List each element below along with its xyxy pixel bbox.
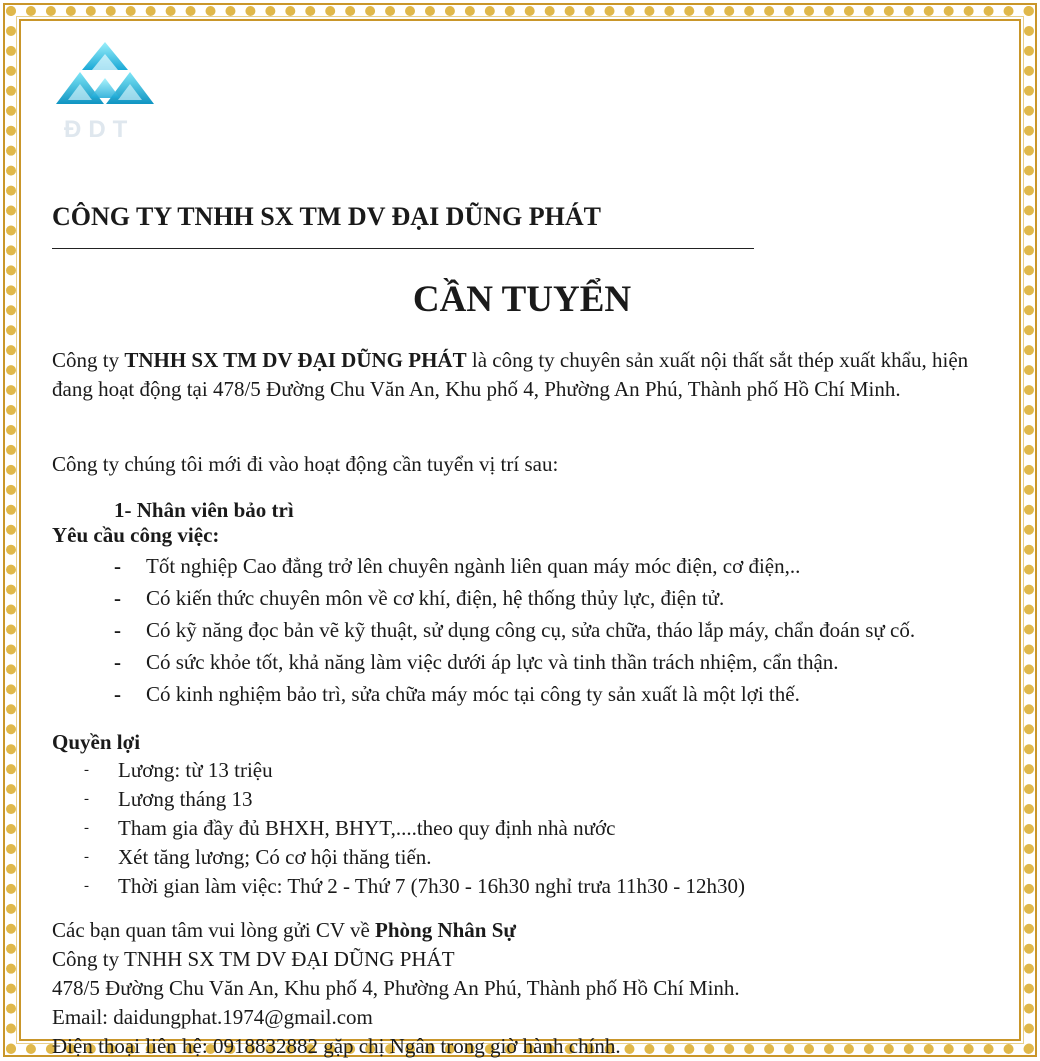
company-title: CÔNG TY TNHH SX TM DV ĐẠI DŨNG PHÁT	[52, 202, 601, 231]
contact-cta: Các bạn quan tâm vui lòng gửi CV về Phòng Nhân Sự	[52, 918, 517, 942]
requirements-list	[114, 552, 994, 709]
contact-address: 478/5 Đường Chu Văn An, Khu phố 4, Phường An Phú, Thành phố Hồ Chí Minh.	[52, 976, 740, 1000]
dash-bullet-icon: -	[114, 650, 121, 674]
dash-bullet-icon: -	[114, 682, 121, 706]
dash-bullet-icon: -	[84, 820, 89, 836]
intro-suffix: là công ty chuyên sản xuất nội thất sắt thép xuất khẩu, hiện đang hoạt động tại 478/5 Đường Chu Văn An, Khu phố 4, Phường An Phú, Thành phố Hồ Chí Minh.	[52, 348, 969, 401]
hr-department: Phòng Nhân Sự	[375, 918, 517, 942]
contact-block	[52, 916, 992, 1061]
benefits-heading: Quyền lợi	[52, 730, 141, 754]
title-underline	[52, 248, 754, 249]
position-title: 1- Nhân viên bảo trì	[114, 498, 294, 522]
dash-bullet-icon: -	[84, 878, 89, 894]
company-logo	[50, 36, 160, 148]
benefit-item: - Thời gian làm việc: Thứ 2 - Thứ 7 (7h30 - 16h30 nghỉ trưa 11h30 - 12h30)	[84, 872, 984, 901]
dash-bullet-icon: -	[84, 849, 89, 865]
requirement-item: - Có kiến thức chuyên môn về cơ khí, điện, hệ thống thủy lực, điện tử.	[114, 584, 994, 613]
contact-email[interactable]: Email: daidungphat.1974@gmail.com	[52, 1005, 373, 1029]
requirement-item: - Có kỹ năng đọc bản vẽ kỹ thuật, sử dụng công cụ, sửa chữa, tháo lắp máy, chẩn đoán sự cố.	[114, 616, 994, 645]
logo-text: ĐDT	[64, 116, 135, 143]
benefit-item: - Lương: từ 13 triệu	[84, 756, 984, 785]
contact-company: Công ty TNHH SX TM DV ĐẠI DŨNG PHÁT	[52, 947, 455, 971]
benefits-list	[84, 756, 984, 901]
intro-prefix: Công ty	[52, 348, 125, 372]
dash-bullet-icon: -	[84, 791, 89, 807]
dash-bullet-icon: -	[114, 618, 121, 642]
benefit-item: - Xét tăng lương; Có cơ hội thăng tiến.	[84, 843, 984, 872]
contact-phone[interactable]: Điện thoại liên hệ: 0918832882 gặp chị Ngân trong giờ hành chính.	[52, 1034, 621, 1058]
lead-sentence: Công ty chúng tôi mới đi vào hoạt động cần tuyển vị trí sau:	[52, 452, 559, 476]
page-headline: CẦN TUYỂN	[412, 279, 632, 320]
dash-bullet-icon: -	[84, 762, 89, 778]
requirements-heading: Yêu cầu công việc:	[52, 523, 220, 547]
requirement-item: - Có sức khỏe tốt, khả năng làm việc dưới áp lực và tinh thần trách nhiệm, cẩn thận.	[114, 648, 994, 677]
dash-bullet-icon: -	[114, 586, 121, 610]
intro-paragraph	[52, 346, 1000, 404]
requirement-item: - Tốt nghiệp Cao đẳng trở lên chuyên ngành liên quan máy móc điện, cơ điện,..	[114, 552, 994, 581]
benefit-item: - Lương tháng 13	[84, 785, 984, 814]
requirement-item: - Có kinh nghiệm bảo trì, sửa chữa máy móc tại công ty sản xuất là một lợi thế.	[114, 680, 994, 709]
logo-triangles-icon	[50, 36, 160, 116]
benefit-item: - Tham gia đầy đủ BHXH, BHYT,....theo quy định nhà nước	[84, 814, 984, 843]
intro-company-name: TNHH SX TM DV ĐẠI DŨNG PHÁT	[124, 348, 467, 372]
dash-bullet-icon: -	[114, 554, 121, 578]
